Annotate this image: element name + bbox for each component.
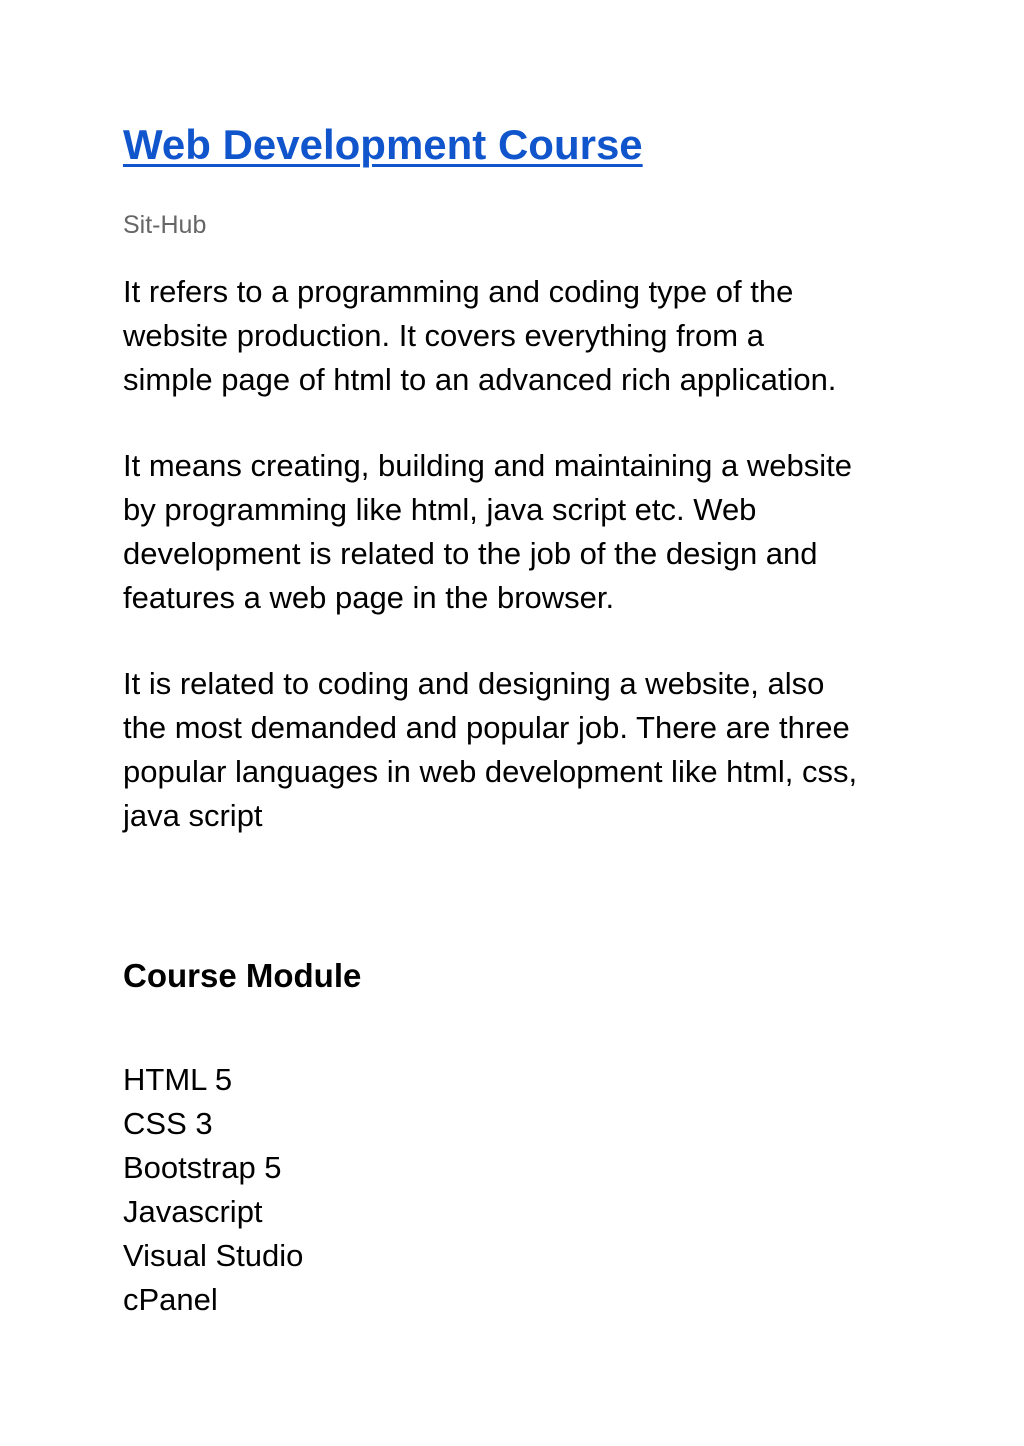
paragraph-line: by programming like html, java script etc. Web: [123, 492, 757, 527]
paragraph-1: [123, 270, 904, 402]
title-link[interactable]: Web Development Course: [123, 121, 643, 168]
paragraph-line: simple page of html to an advanced rich application.: [123, 362, 837, 397]
paragraph-3: [123, 662, 904, 838]
module-item: cPanel: [123, 1282, 218, 1317]
section-heading: Course Module: [123, 957, 362, 994]
paragraph-line: It means creating, building and maintaining a website: [123, 448, 852, 483]
paragraph-2: [123, 444, 904, 620]
module-item: HTML 5: [123, 1062, 233, 1097]
paragraph-line: website production. It covers everything from a: [123, 318, 764, 353]
module-item: Bootstrap 5: [123, 1150, 282, 1185]
paragraph-line: popular languages in web development like html, css,: [123, 754, 858, 789]
module-list: [123, 1058, 904, 1322]
module-item: CSS 3: [123, 1106, 213, 1141]
module-item: Javascript: [123, 1194, 263, 1229]
paragraph-line: It is related to coding and designing a website, also: [123, 666, 825, 701]
page-title: [123, 120, 904, 170]
paragraph-line: development is related to the job of the design and: [123, 536, 818, 571]
module-item: Visual Studio: [123, 1238, 304, 1273]
paragraph-line: features a web page in the browser.: [123, 580, 615, 615]
paragraph-line: the most demanded and popular job. There are three: [123, 710, 850, 745]
subtitle: Sit-Hub: [123, 211, 207, 239]
paragraph-line: java script: [123, 798, 263, 833]
paragraph-line: It refers to a programming and coding type of the: [123, 274, 794, 309]
